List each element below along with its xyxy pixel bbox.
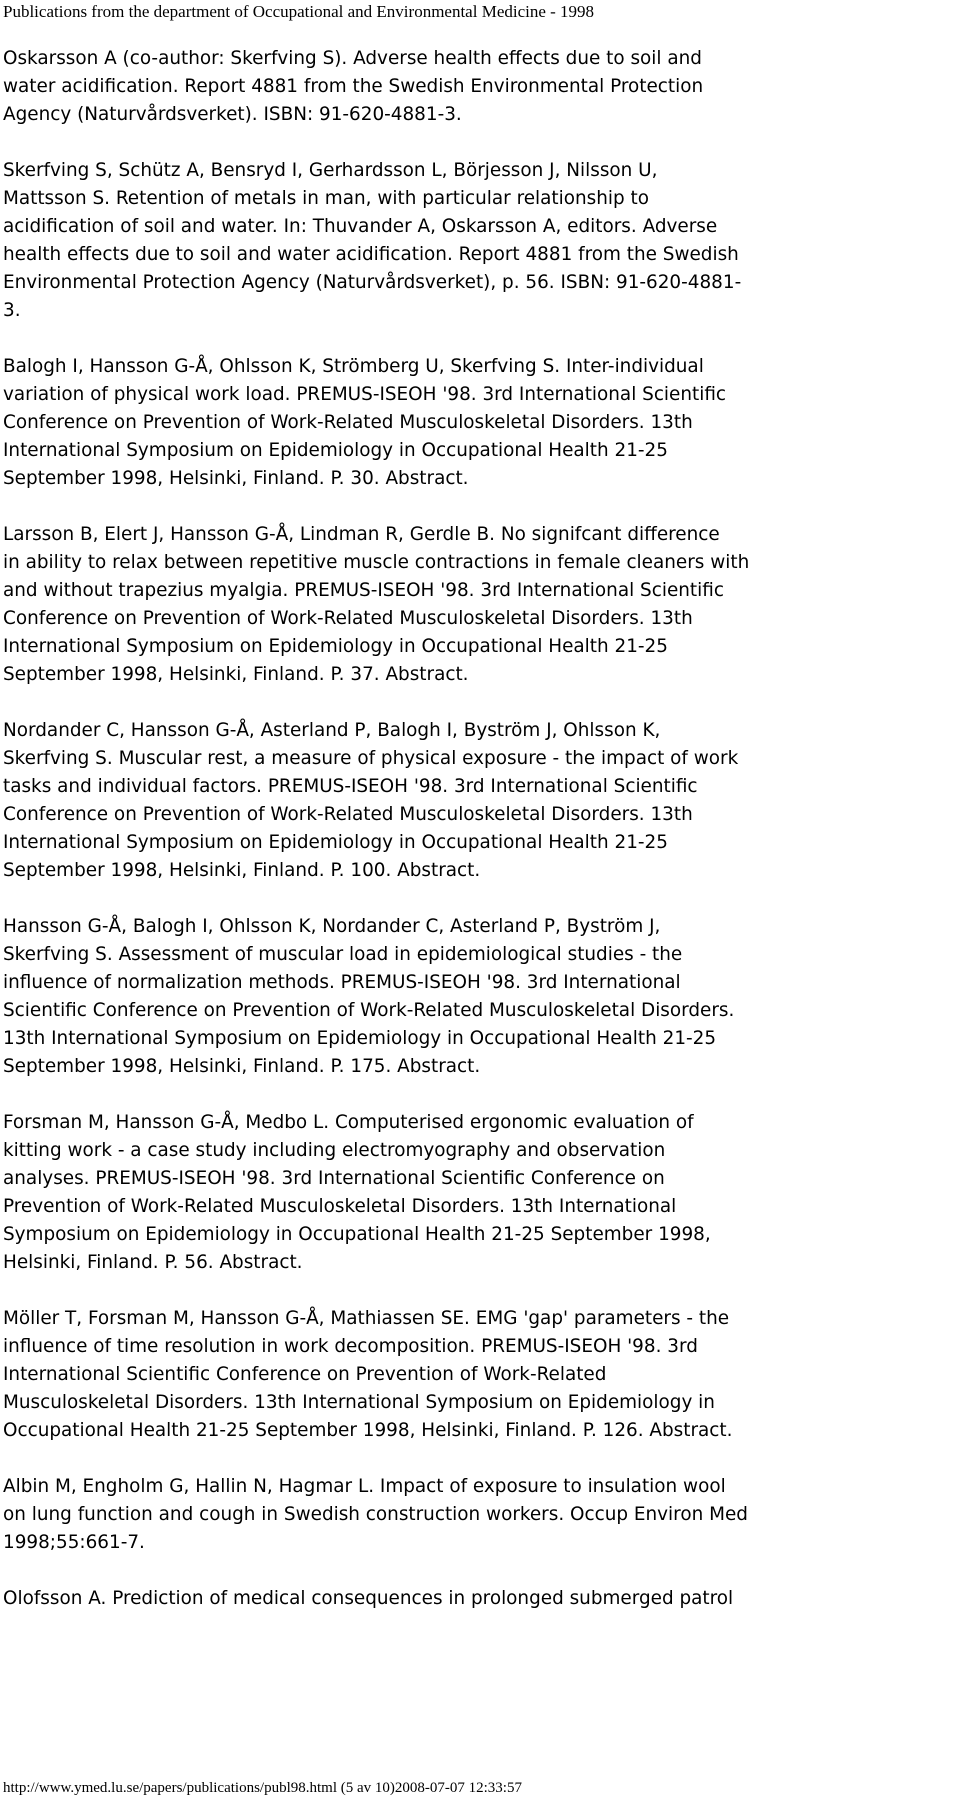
entry-authors: Forsman M, Hansson G-Å, Medbo L.	[3, 1112, 335, 1133]
entry-title-citation: EMG 'gap' parameters - the influence of time resolution in work decomposition. PREMUS-ISEOH '98. 3rd International Scientific Conference on Prevention of Work-Related Musculoskeletal Disorders. 13th International Symposium on Epidemiology in Occupational Health 21-25 September 1998, Helsinki, Finland. P. 126. Abstract.	[3, 1308, 733, 1441]
entry-title-citation: Retention of metals in man, with particular relationship to acidification of soil and water. In: Thuvander A, Oskarsson A, editors. Adverse health effects due to soil and water acidification. Report 4881 from the Swedish Environmental Protection Agency (Naturvårdsverket), p. 56. ISBN: 91-620-4881- 3.	[3, 188, 742, 321]
entry-authors: Olofsson A.	[3, 1588, 113, 1609]
entry-title-citation: Muscular rest, a measure of physical exposure - the impact of work tasks and individual factors. PREMUS-ISEOH '98. 3rd International Scientific Conference on Prevention of Work-Related Musculoskeletal Disorders. 13th International Symposium on Epidemiology in Occupational Health 21-25 September 1998, Helsinki, Finland. P. 100. Abstract.	[3, 748, 739, 881]
entry-authors: Hansson G-Å, Balogh I, Ohlsson K, Nordander C, Asterland P, Byström J, Skerfving S.	[3, 916, 661, 965]
entry-title-citation: Adverse health effects due to soil and water acidification. Report 4881 from the Swedish Environmental Protection Agency (Naturvårdsverket). ISBN: 91-620-4881-3.	[3, 48, 704, 125]
entry-title-citation: Inter-individual variation of physical work load. PREMUS-ISEOH '98. 3rd International Scientific Conference on Prevention of Work-Related Musculoskeletal Disorders. 13th International Symposium on Epidemiology in Occupational Health 21-25 September 1998, Helsinki, Finland. P. 30. Abstract.	[3, 356, 727, 489]
entry-authors: Möller T, Forsman M, Hansson G-Å, Mathiassen SE.	[3, 1308, 476, 1329]
publication-entry	[3, 521, 953, 689]
entry-authors: Larsson B, Elert J, Hansson G-Å, Lindman R, Gerdle B.	[3, 524, 501, 545]
entry-title-citation: No signifcant difference in ability to relax between repetitive muscle contractions in female cleaners with and without trapezius myalgia. PREMUS-ISEOH '98. 3rd International Scientific Conference on Prevention of Work-Related Musculoskeletal Disorders. 13th International Symposium on Epidemiology in Occupational Health 21-25 September 1998, Helsinki, Finland. P. 37. Abstract.	[3, 524, 750, 685]
page-footer: http://www.ymed.lu.se/papers/publications/publ98.html (5 av 10)2008-07-07 12:33:57	[3, 1780, 522, 1796]
entry-title-citation: Impact of exposure to insulation wool on lung function and cough in Swedish construction workers. Occup Environ Med 1998;55:661-7.	[3, 1476, 748, 1553]
entry-authors: Oskarsson A (co-author: Skerfving S).	[3, 48, 354, 69]
entry-title-citation: Prediction of medical consequences in prolonged submerged patrol	[112, 1588, 734, 1609]
publication-entry	[3, 157, 953, 325]
publication-entry	[3, 45, 953, 129]
publication-entry	[3, 353, 953, 493]
publication-entry	[3, 1585, 953, 1613]
publication-entry	[3, 717, 953, 885]
entry-authors: Balogh I, Hansson G-Å, Ohlsson K, Strömberg U, Skerfving S.	[3, 356, 566, 377]
page-header: Publications from the department of Occupational and Environmental Medicine - 1998	[3, 2, 595, 21]
publication-entry	[3, 1305, 953, 1445]
entry-authors: Albin M, Engholm G, Hallin N, Hagmar L.	[3, 1476, 380, 1497]
publication-entry	[3, 1109, 953, 1277]
entry-title-citation: Assessment of muscular load in epidemiological studies - the influence of normalization methods. PREMUS-ISEOH '98. 3rd International Scientific Conference on Prevention of Work-Related Musculoskeletal Disorders. 13th International Symposium on Epidemiology in Occupational Health 21-25 September 1998, Helsinki, Finland. P. 175. Abstract.	[3, 944, 735, 1077]
entry-authors: Skerfving S, Schütz A, Bensryd I, Gerhardsson L, Börjesson J, Nilsson U, Mattsson S.	[3, 160, 658, 209]
publication-entry	[3, 913, 953, 1081]
entry-title-citation: Computerised ergonomic evaluation of kitting work - a case study including electromyography and observation analyses. PREMUS-ISEOH '98. 3rd International Scientific Conference on Prevention of Work-Related Musculoskeletal Disorders. 13th International Symposium on Epidemiology in Occupational Health 21-25 September 1998, Helsinki, Finland. P. 56. Abstract.	[3, 1112, 711, 1273]
entry-authors: Nordander C, Hansson G-Å, Asterland P, Balogh I, Byström J, Ohlsson K, Skerfving S.	[3, 720, 661, 769]
publication-entry	[3, 1473, 953, 1557]
publication-list	[3, 45, 953, 1641]
